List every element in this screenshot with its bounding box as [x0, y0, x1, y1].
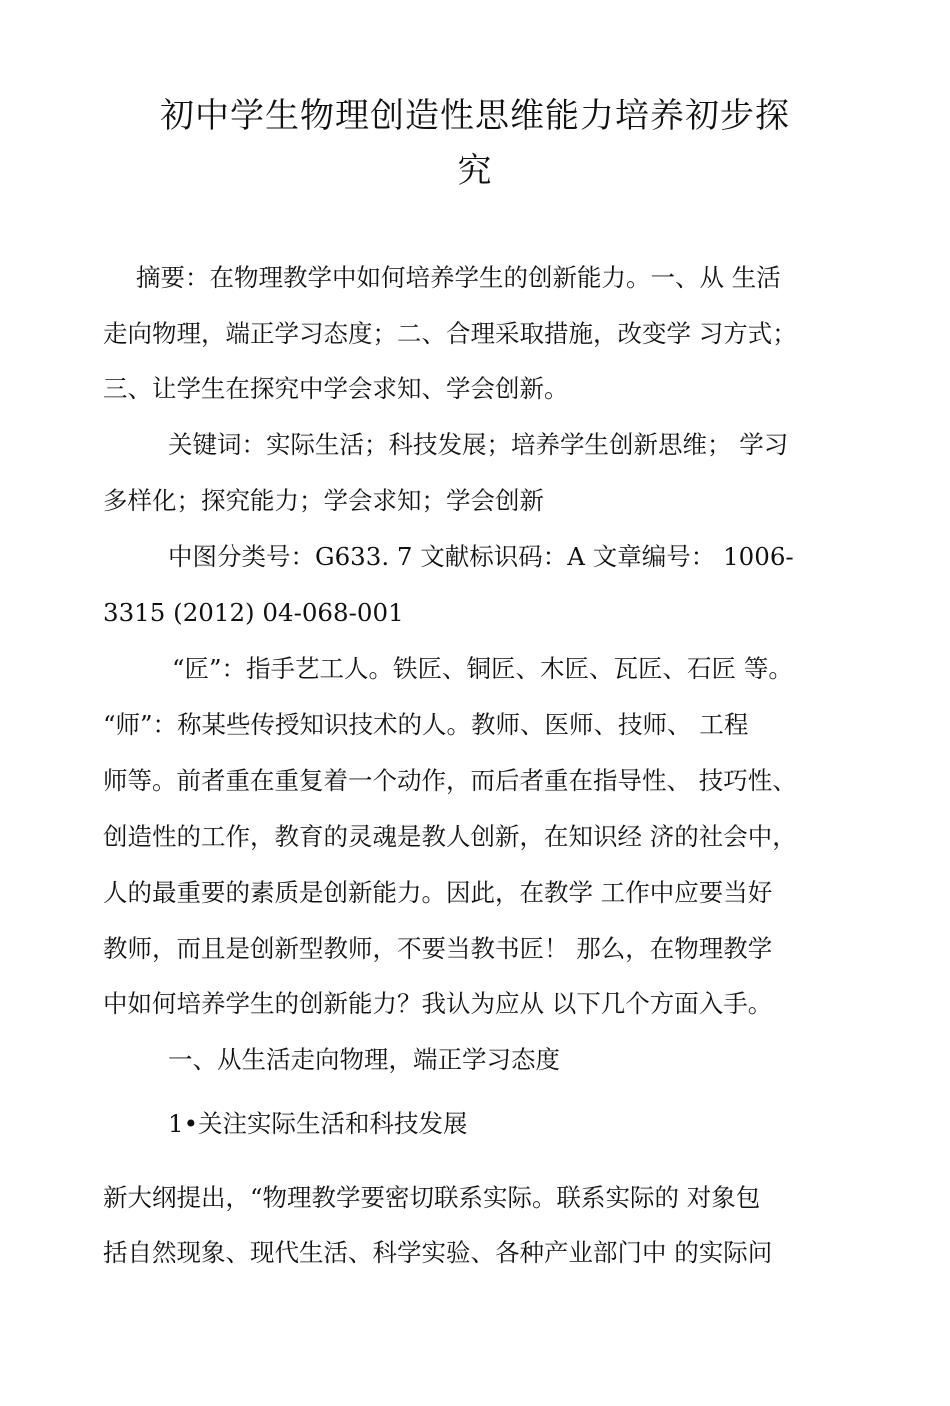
- subsection-heading: 1•关注实际生活和科技发展: [168, 1109, 468, 1138]
- final-line-2: 括自然现象、现代生活、科学实验、各种产业部门中 的实际问: [103, 1238, 773, 1267]
- abstract-line-2: 走向物理，端正学习态度；二、合理采取措施，改变学 习方式；: [103, 319, 797, 348]
- keywords-line-2: 多样化；探究能力；学会求知；学会创新: [103, 486, 544, 515]
- body-line-5: 人的最重要的素质是创新能力。因此，在教学 工作中应要当好: [103, 878, 773, 907]
- body-line-2: “师”：称某些传授知识技术的人。教师、医师、技师、 工程: [103, 710, 749, 739]
- body-line-7: 中如何培养学生的创新能力？我认为应从 以下几个方面入手。: [103, 989, 773, 1018]
- classification-line-1: 中图分类号：G633. 7 文献标识码：A 文章编号： 1006-: [168, 542, 794, 571]
- final-line-1: 新大纲提出，“物理教学要密切联系实际。联系实际的 对象包: [103, 1183, 761, 1212]
- body-line-3: 师等。前者重在重复着一个动作，而后者重在指导性、 技巧性、: [103, 766, 797, 795]
- section-heading: 一、从生活走向物理，端正学习态度: [168, 1045, 560, 1074]
- document-title-line-2: 究: [457, 151, 493, 191]
- body-line-6: 教师，而且是创新型教师，不要当教书匠！ 那么，在物理教学: [103, 934, 773, 963]
- document-title-line-1: 初中学生物理创造性思维能力培养初步探: [160, 96, 790, 136]
- classification-line-2: 3315 (2012) 04-068-001: [103, 598, 404, 627]
- body-line-1: “匠”：指手艺工人。铁匠、铜匠、木匠、瓦匠、石匠 等。: [172, 654, 793, 683]
- abstract-line-1: 摘要：在物理教学中如何培养学生的创新能力。一、从 生活: [136, 263, 781, 292]
- abstract-line-3: 三、让学生在探究中学会求知、学会创新。: [103, 374, 569, 403]
- keywords-line-1: 关键词：实际生活；科技发展；培养学生创新思维； 学习: [168, 430, 789, 459]
- body-line-4: 创造性的工作，教育的灵魂是教人创新，在知识经 济的社会中，: [103, 822, 797, 851]
